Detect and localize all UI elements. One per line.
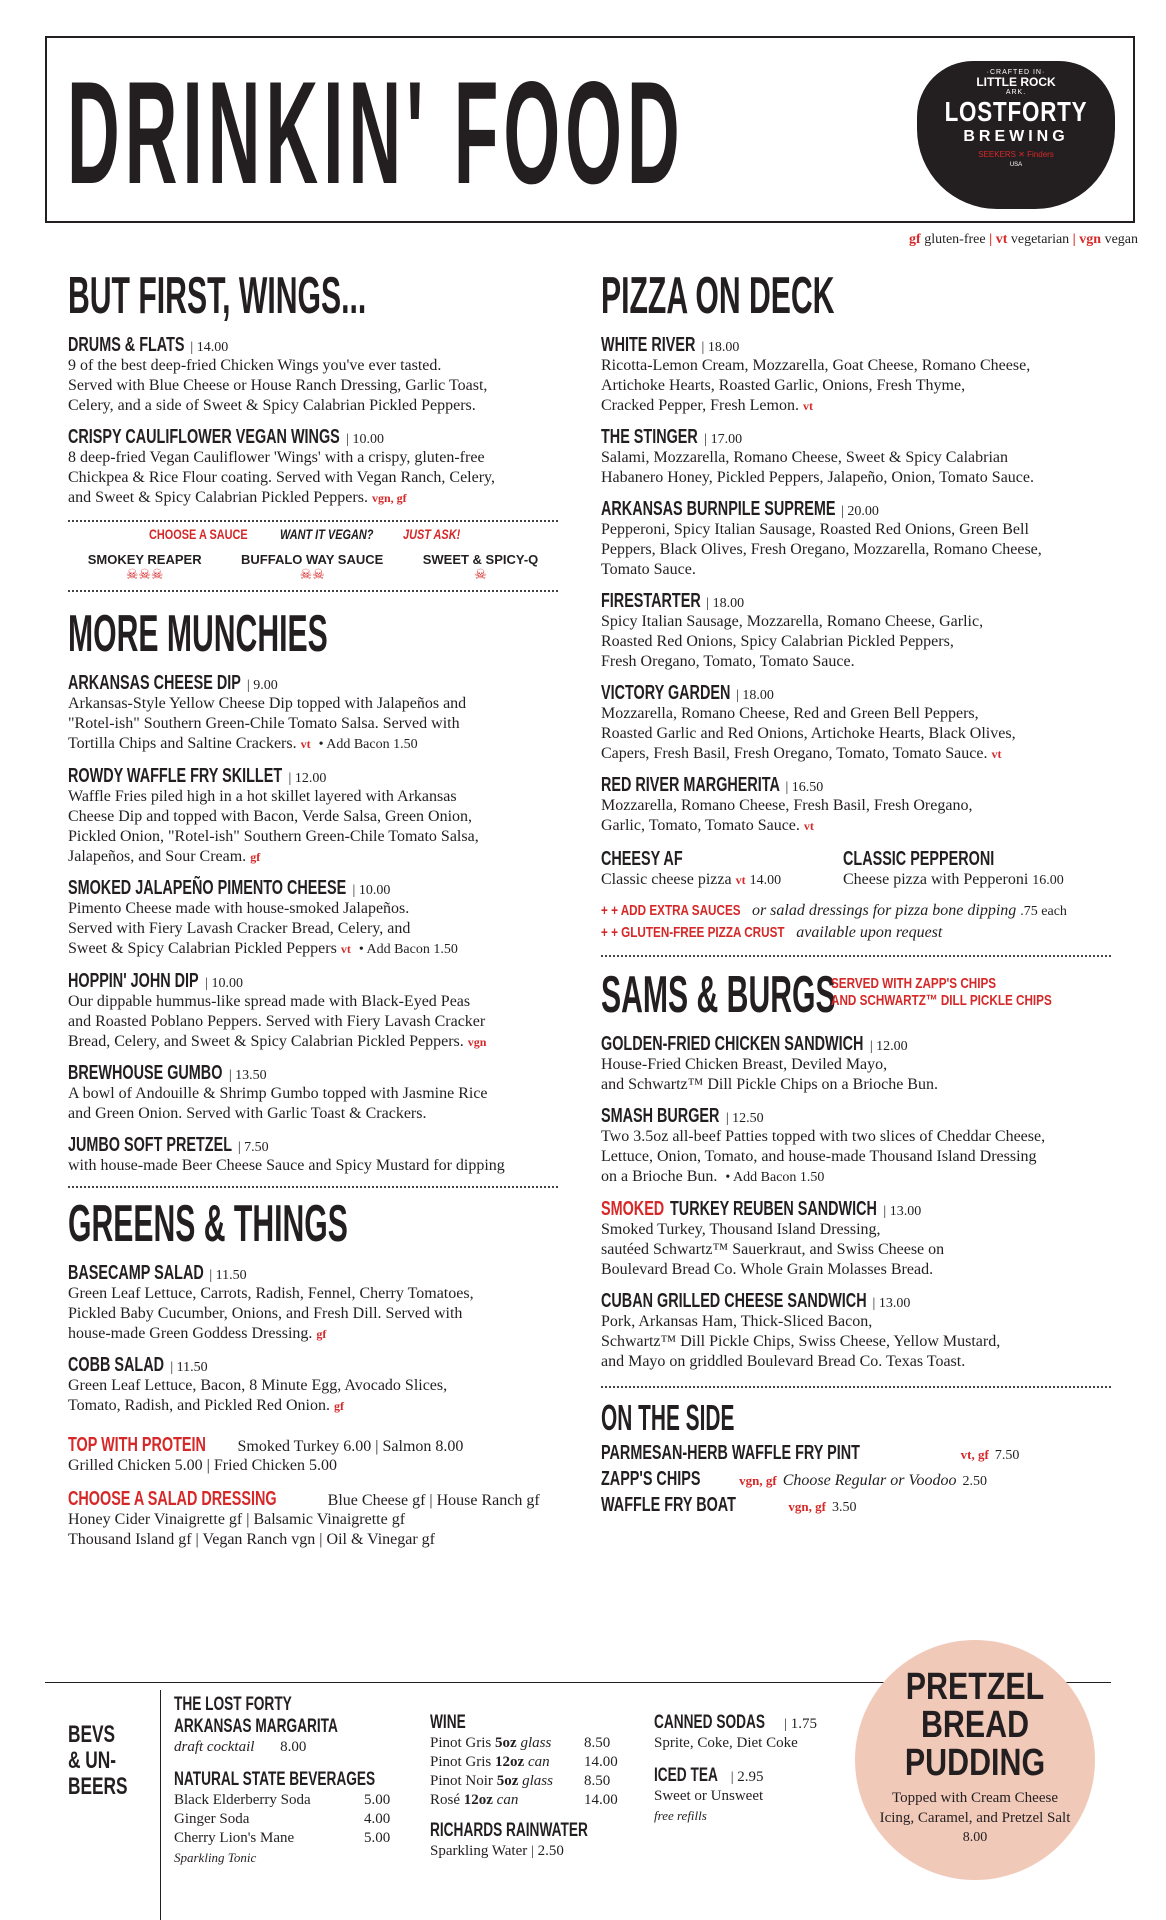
item-description: Roasted Red Onions, Spicy Calabrian Pickled Peppers,	[601, 633, 954, 650]
item-description: and Sweet & Spicy Calabrian Pickled Peppers. vgn, gf	[68, 489, 407, 506]
menu-item: VICTORY GARDEN | 18.00 Mozzarella, Romano Cheese, Red and Green Bell Peppers, Roasted Garlic and Red Onions, Artichoke Hearts, Black Olives, Capers, Fresh Basil, Fresh Oregano, Tomato, Tomato Sauce. vt	[601, 682, 1111, 764]
menu-item: RED RIVER MARGHERITA | 16.50 Mozzarella, Romano Cheese, Fresh Basil, Fresh Oregano, Garlic, Tomato, Tomato Sauce. vt	[601, 774, 1111, 836]
sams-header: SAMS & BURGS SERVED WITH ZAPP'S CHIPS AND SCHWARTZ™ DILL PICKLE CHIPS	[601, 966, 1052, 1024]
bevs-col-2: WINE Pinot Gris 5oz glass 8.50 Pinot Gris 12oz can 14.00 Pinot Noir 5oz glass 8.50 Rosé 12oz can 14.00 RICHARDS RAINWATER Sparkling Water | 2.50	[430, 1712, 630, 1861]
addon: • Add Bacon 1.50	[318, 737, 418, 752]
item-price: 13.00	[889, 1204, 922, 1219]
item-name: COBB SALAD	[68, 1354, 165, 1376]
item-description: with house-made Beer Cheese Sauce and Spicy Mustard for dipping	[68, 1157, 505, 1174]
dietary-tag: vt	[300, 737, 311, 751]
item-description: and Green Onion. Served with Garlic Toast & Crackers.	[68, 1105, 427, 1122]
side-item: ZAPP'S CHIPS vgn, gf Choose Regular or Voodoo 2.50	[601, 1468, 987, 1490]
item-description: Capers, Fresh Basil, Fresh Oregano, Tomato, Tomato Sauce. vt	[601, 745, 1002, 762]
menu-item: DRUMS & FLATS | 14.00 9 of the best deep-fried Chicken Wings you've ever tasted. Served with Blue Cheese or House Ranch Dressing, Garlic Toast, Celery, and a side of Sweet & Spicy Calabrian Pickled Peppers.	[68, 334, 558, 416]
item-description: Garlic, Tomato, Tomato Sauce. vt	[601, 817, 814, 834]
item-price: 13.00	[878, 1296, 911, 1311]
item-price: 12.00	[876, 1039, 908, 1054]
menu-item: COBB SALAD | 11.50 Green Leaf Lettuce, Bacon, 8 Minute Egg, Avocado Slices, Tomato, Radish, and Pickled Red Onion. gf	[68, 1354, 558, 1416]
item-description: Tomato, Radish, and Pickled Red Onion. gf	[68, 1397, 344, 1414]
dietary-tag: vgn	[467, 1035, 487, 1049]
item-description: Bread, Celery, and Sweet & Spicy Calabrian Pickled Peppers. vgn	[68, 1033, 487, 1050]
item-description: Pork, Arkansas Ham, Thick-Sliced Bacon,	[601, 1313, 873, 1330]
item-description: Served with Fiery Lavash Cracker Bread, Celery, and	[68, 920, 411, 937]
item-name: GOLDEN-FRIED CHICKEN SANDWICH	[601, 1033, 864, 1055]
bevs-col-1: THE LOST FORTY ARKANSAS MARGARITA draft cocktail 8.00 NATURAL STATE BEVERAGES Black Elderberry Soda 5.00 Ginger Soda 4.00 Cherry Lion's Mane 5.00 Sparkling Tonic	[174, 1694, 404, 1867]
item-price: 18.00	[712, 596, 745, 611]
item-description: Jalapeños, and Sour Cream. gf	[68, 848, 261, 865]
dietary-legend: gf gluten-free | vt vegetarian | vgn vegan	[909, 232, 1138, 247]
item-name: VICTORY GARDEN	[601, 682, 731, 704]
wine-item: Pinot Noir 5oz glass 8.50	[430, 1773, 611, 1789]
menu-item: HOPPIN' JOHN DIP | 10.00 Our dippable hummus-like spread made with Black-Eyed Peas and Roasted Poblano Peppers. Served with Fiery Lavash Cracker Bread, Celery, and Sweet & Spicy Calabrian Pickled Peppers. vgn	[68, 970, 558, 1052]
menu-item: WHITE RIVER | 18.00 Ricotta-Lemon Cream, Mozzarella, Goat Cheese, Romano Cheese, Artichoke Hearts, Roasted Garlic, Onions, Fresh Thyme, Cracked Pepper, Fresh Lemon. vt	[601, 334, 1111, 416]
item-description: Chickpea & Rice Flour coating. Served with Vegan Ranch, Celery,	[68, 469, 496, 486]
section-title-munchies: MORE MUNCHIES	[68, 605, 328, 663]
item-name: TURKEY REUBEN SANDWICH	[670, 1198, 877, 1220]
item-name: CUBAN GRILLED CHEESE SANDWICH	[601, 1290, 867, 1312]
item-price: 16.50	[791, 780, 824, 795]
item-name: FIRESTARTER	[601, 590, 701, 612]
bevs-col-3: CANNED SODAS | 1.75 Sprite, Coke, Diet Coke ICED TEA | 2.95 Sweet or Unsweet free refills	[654, 1712, 817, 1823]
item-name: BREWHOUSE GUMBO	[68, 1062, 223, 1084]
item-price: 3.50	[831, 1500, 857, 1515]
item-name: BASECAMP SALAD	[68, 1262, 204, 1284]
item-price: 12.00	[294, 771, 327, 786]
item-description: Schwartz™ Dill Pickle Chips, Swiss Cheese, Yellow Mustard,	[601, 1333, 1001, 1350]
page-title: DRINKIN' FOOD	[67, 51, 685, 214]
dietary-tag: vt	[340, 942, 351, 956]
menu-item: ARKANSAS BURNPILE SUPREME | 20.00 Pepperoni, Spicy Italian Sausage, Roasted Red Onions, Green Bell Peppers, Black Olives, Fresh Oregano, Mozzarella, Romano Cheese, Tomato Sauce.	[601, 498, 1111, 580]
menu-item: ROWDY WAFFLE FRY SKILLET | 12.00 Waffle Fries piled high in a hot skillet layered with Arkansas Cheese Dip and topped with Bacon, Verde Salsa, Green Onion, Pickled Onion, "Rotel-ish" Southern Green-Chile Tomato Salsa, Jalapeños, and Sour Cream. gf	[68, 765, 558, 867]
section-title-pizza: PIZZA ON DECK	[601, 267, 835, 325]
addon: • Add Bacon 1.50	[358, 942, 458, 957]
wine-item: Pinot Gris 12oz can 14.00	[430, 1754, 618, 1770]
item-description: Smoked Turkey, Thousand Island Dressing,	[601, 1221, 881, 1238]
wine-item: Rosé 12oz can 14.00	[430, 1792, 618, 1808]
item-description: Celery, and a side of Sweet & Spicy Calabrian Pickled Peppers.	[68, 397, 476, 414]
item-description: Roasted Garlic and Red Onions, Artichoke Hearts, Black Olives,	[601, 725, 1016, 742]
item-description: Sweet & Spicy Calabrian Pickled Peppers vt • Add Bacon 1.50	[68, 940, 458, 957]
item-price: 7.50	[244, 1140, 269, 1155]
item-description: Waffle Fries piled high in a hot skillet layered with Arkansas	[68, 788, 457, 805]
item-price: 12.50	[732, 1111, 764, 1126]
menu-item: GOLDEN-FRIED CHICKEN SANDWICH | 12.00 House-Fried Chicken Breast, Deviled Mayo, and Schwartz™ Dill Pickle Chips on a Brioche Bun.	[601, 1033, 1111, 1095]
menu-item: SMOKED JALAPEÑO PIMENTO CHEESE | 10.00 Pimento Cheese made with house-smoked Jalapeños. Served with Fiery Lavash Cracker Bread, Celery, and Sweet & Spicy Calabrian Pickled Peppers vt • Add Bacon 1.50	[68, 877, 558, 960]
menu-item: JUMBO SOFT PRETZEL | 7.50 with house-made Beer Cheese Sauce and Spicy Mustard for dipping	[68, 1134, 558, 1176]
item-description: and Mayo on griddled Boulevard Bread Co. Texas Toast.	[601, 1353, 966, 1370]
section-title-wings: BUT FIRST, WINGS...	[68, 267, 367, 325]
item-name: HOPPIN' JOHN DIP	[68, 970, 199, 992]
side-item: WAFFLE FRY BOAT vgn, gf 3.50	[601, 1494, 857, 1516]
brewery-logo: ·CRAFTED IN· LITTLE ROCK ARK. LOSTFORTY BREWING SEEKERS ✕ Finders USA	[917, 61, 1115, 209]
item-name: THE STINGER	[601, 426, 698, 448]
dietary-tag: vgn, gf	[788, 1499, 826, 1514]
item-price: 7.50	[994, 1448, 1020, 1463]
menu-item: CRISPY CAULIFLOWER VEGAN WINGS | 10.00 8 deep-fried Vegan Cauliflower 'Wings' with a crispy, gluten-free Chickpea & Rice Flour coating. Served with Vegan Ranch, Celery, and Sweet & Spicy Calabrian Pickled Peppers. vgn, gf	[68, 426, 558, 508]
pizza-extras: + + ADD EXTRA SAUCES or salad dressings for pizza bone dipping .75 each + + GLUTEN-FREE PIZZA CRUST available upon request	[601, 902, 1067, 941]
item-description: house-made Green Goddess Dressing. gf	[68, 1325, 327, 1342]
item-description: Boulevard Bread Co. Whole Grain Molasses Bread.	[601, 1261, 934, 1278]
item-description: Salami, Mozzarella, Romano Cheese, Sweet & Spicy Calabrian	[601, 449, 1008, 466]
item-price: 10.00	[352, 432, 384, 447]
item-description: Tomato Sauce.	[601, 561, 696, 578]
item-price: 18.00	[707, 340, 740, 355]
menu-item: FIRESTARTER | 18.00 Spicy Italian Sausage, Mozzarella, Romano Cheese, Garlic, Roasted Red Onions, Spicy Calabrian Pickled Peppers, Fresh Oregano, Tomato, Tomato Sauce.	[601, 590, 1111, 672]
sauce-header: CHOOSE A SAUCE WANT IT VEGAN? JUST ASK!	[149, 526, 461, 542]
item-description: 9 of the best deep-fried Chicken Wings you've ever tasted.	[68, 357, 442, 374]
dietary-tag: vt	[991, 747, 1002, 761]
item-description: Habanero Honey, Pickled Peppers, Jalapeño, Onion, Tomato Sauce.	[601, 469, 1034, 486]
item-description: on a Brioche Bun. • Add Bacon 1.50	[601, 1168, 825, 1185]
item-description: Lettuce, Onion, Tomato, and house-made Thousand Island Dressing	[601, 1148, 1037, 1165]
item-name: ARKANSAS BURNPILE SUPREME	[601, 498, 836, 520]
simple-pizzas: CHEESY AF Classic cheese pizza vt 14.00 CLASSIC PEPPERONI Cheese pizza with Pepperoni 16.00	[601, 848, 1064, 888]
item-name: WHITE RIVER	[601, 334, 696, 356]
menu-item: BREWHOUSE GUMBO | 13.50 A bowl of Andouille & Shrimp Gumbo topped with Jasmine Rice and Green Onion. Served with Garlic Toast & Crackers.	[68, 1062, 558, 1124]
dessert-feature: PRETZEL BREAD PUDDING Topped with Cream Cheese Icing, Caramel, and Pretzel Salt 8.00	[855, 1640, 1095, 1880]
section-title-side: ON THE SIDE	[601, 1397, 735, 1438]
item-description: Tortilla Chips and Saltine Crackers. vt • Add Bacon 1.50	[68, 735, 418, 752]
item-description: "Rotel-ish" Southern Green-Chile Tomato Salsa. Served with	[68, 715, 460, 732]
menu-item: SMASH BURGER | 12.50 Two 3.5oz all-beef Patties topped with two slices of Cheddar Cheese, Lettuce, Onion, Tomato, and house-made Thousand Island Dressing on a Brioche Bun. • Add Bacon 1.50	[601, 1105, 1111, 1188]
protein-options: TOP WITH PROTEIN Smoked Turkey 6.00 | Salmon 8.00 Grilled Chicken 5.00 | Fried Chicken 5.00	[68, 1434, 464, 1474]
item-description: Mozzarella, Romano Cheese, Fresh Basil, Fresh Oregano,	[601, 797, 973, 814]
item-description: Mozzarella, Romano Cheese, Red and Green Bell Peppers,	[601, 705, 979, 722]
menu-item: BASECAMP SALAD | 11.50 Green Leaf Lettuce, Carrots, Radish, Fennel, Cherry Tomatoes, Pickled Baby Cucumber, Onions, and Fresh Dill. Served with house-made Green Goddess Dressing. gf	[68, 1262, 558, 1344]
item-price: 18.00	[742, 688, 774, 703]
section-title-greens: GREENS & THINGS	[68, 1195, 348, 1253]
item-description: Spicy Italian Sausage, Mozzarella, Romano Cheese, Garlic,	[601, 613, 984, 630]
item-description: and Roasted Poblano Peppers. Served with Fiery Lavash Cracker	[68, 1013, 486, 1030]
item-description: Artichoke Hearts, Roasted Garlic, Onions, Fresh Thyme,	[601, 377, 966, 394]
item-price: 11.50	[215, 1268, 247, 1283]
item-description: Pimento Cheese made with house-smoked Jalapeños.	[68, 900, 410, 917]
dietary-tag: vt	[803, 819, 814, 833]
item-description: Cheese Dip and topped with Bacon, Verde Salsa, Green Onion,	[68, 808, 473, 825]
item-name: DRUMS & FLATS	[68, 334, 185, 356]
item-description: 8 deep-fried Vegan Cauliflower 'Wings' with a crispy, gluten-free	[68, 449, 485, 466]
dietary-tag: vgn, gf	[371, 491, 407, 505]
dietary-tag: gf	[333, 1399, 344, 1413]
item-description: Cracked Pepper, Fresh Lemon. vt	[601, 397, 813, 414]
item-price: 2.50	[962, 1474, 987, 1489]
item-description: Peppers, Black Olives, Fresh Oregano, Mozzarella, Romano Cheese,	[601, 541, 1042, 558]
item-price: 11.50	[176, 1360, 208, 1375]
side-item: PARMESAN-HERB WAFFLE FRY PINT vt, gf 7.50	[601, 1442, 1020, 1464]
item-description: Pickled Onion, "Rotel-ish" Southern Green-Chile Tomato Salsa,	[68, 828, 479, 845]
item-name: ARKANSAS CHEESE DIP	[68, 672, 241, 694]
menu-item: THE STINGER | 17.00 Salami, Mozzarella, Romano Cheese, Sweet & Spicy Calabrian Habanero Honey, Pickled Peppers, Jalapeño, Onion, Tomato Sauce.	[601, 426, 1111, 488]
dietary-tag: gf	[250, 850, 261, 864]
item-name: RED RIVER MARGHERITA	[601, 774, 780, 796]
item-name: SMASH BURGER	[601, 1105, 720, 1127]
item-price: 17.00	[710, 432, 743, 447]
item-description: Ricotta-Lemon Cream, Mozzarella, Goat Cheese, Romano Cheese,	[601, 357, 1031, 374]
item-price: 10.00	[358, 883, 391, 898]
item-description: Served with Blue Cheese or House Ranch Dressing, Garlic Toast,	[68, 377, 488, 394]
header-box	[45, 36, 1135, 223]
item-name: ROWDY WAFFLE FRY SKILLET	[68, 765, 283, 787]
left-column	[68, 268, 558, 1550]
beverage-item: Black Elderberry Soda 5.00	[174, 1792, 391, 1808]
menu-item: SMOKED TURKEY REUBEN SANDWICH | 13.00 Smoked Turkey, Thousand Island Dressing, sautéed Schwartz™ Sauerkraut, and Swiss Cheese on Boulevard Bread Co. Whole Grain Molasses Bread.	[601, 1198, 1111, 1280]
bevs-title: BEVS & UN- BEERS	[68, 1721, 128, 1800]
dietary-tag: vt, gf	[960, 1447, 989, 1462]
item-price: 14.00	[196, 340, 229, 355]
menu-item: CUBAN GRILLED CHEESE SANDWICH | 13.00 Pork, Arkansas Ham, Thick-Sliced Bacon, Schwartz™ Dill Pickle Chips, Swiss Cheese, Yellow Mustard, and Mayo on griddled Boulevard Bread Co. Texas Toast.	[601, 1290, 1111, 1372]
wine-item: Pinot Gris 5oz glass 8.50	[430, 1735, 611, 1751]
item-description: Pickled Baby Cucumber, Onions, and Fresh Dill. Served with	[68, 1305, 463, 1322]
item-description: House-Fried Chicken Breast, Deviled Mayo,	[601, 1056, 888, 1073]
item-description: Pepperoni, Spicy Italian Sausage, Roasted Red Onions, Green Bell	[601, 521, 1029, 538]
item-description: Green Leaf Lettuce, Bacon, 8 Minute Egg, Avocado Slices,	[68, 1377, 448, 1394]
item-name-accent: SMOKED	[601, 1198, 665, 1220]
addon: • Add Bacon 1.50	[725, 1170, 825, 1185]
right-column	[601, 268, 1111, 1520]
item-description: Green Leaf Lettuce, Carrots, Radish, Fennel, Cherry Tomatoes,	[68, 1285, 474, 1302]
item-description: Arkansas-Style Yellow Cheese Dip topped with Jalapeños and	[68, 695, 467, 712]
item-name: CRISPY CAULIFLOWER VEGAN WINGS	[68, 426, 340, 448]
item-price: 20.00	[847, 504, 879, 519]
dressing-options: CHOOSE A SALAD DRESSING Blue Cheese gf | House Ranch gf Honey Cider Vinaigrette gf | Balsamic Vinaigrette gf Thousand Island gf | Vegan Ranch vgn | Oil & Vinegar gf	[68, 1488, 540, 1548]
item-price: 13.50	[235, 1068, 267, 1083]
beverage-item: Cherry Lion's Mane 5.00	[174, 1830, 391, 1846]
item-price: 10.00	[211, 976, 243, 991]
item-description: Two 3.5oz all-beef Patties topped with two slices of Cheddar Cheese,	[601, 1128, 1046, 1145]
dietary-tag: gf	[316, 1327, 327, 1341]
beverage-item: Ginger Soda 4.00	[174, 1811, 391, 1827]
item-name: JUMBO SOFT PRETZEL	[68, 1134, 233, 1156]
item-description: sautéed Schwartz™ Sauerkraut, and Swiss Cheese on	[601, 1241, 945, 1258]
item-description: Our dippable hummus-like spread made with Black-Eyed Peas	[68, 993, 471, 1010]
item-description: and Schwartz™ Dill Pickle Chips on a Brioche Bun.	[601, 1076, 938, 1093]
item-description: A bowl of Andouille & Shrimp Gumbo topped with Jasmine Rice	[68, 1085, 488, 1102]
item-name: SMOKED JALAPEÑO PIMENTO CHEESE	[68, 877, 347, 899]
sauce-list: SMOKEY REAPER ☠☠☠ BUFFALO WAY SAUCE ☠☠ SWEET & SPICY-Q ☠	[87, 552, 539, 583]
dietary-tag: vgn, gf	[739, 1473, 777, 1488]
menu-item: ARKANSAS CHEESE DIP | 9.00 Arkansas-Style Yellow Cheese Dip topped with Jalapeños and "Rotel-ish" Southern Green-Chile Tomato Salsa. Served with Tortilla Chips and Saltine Crackers. vt • Add Bacon 1.50	[68, 672, 558, 755]
item-price: 9.00	[253, 678, 278, 693]
item-description: Fresh Oregano, Tomato, Tomato Sauce.	[601, 653, 855, 670]
dietary-tag: vt	[802, 399, 813, 413]
